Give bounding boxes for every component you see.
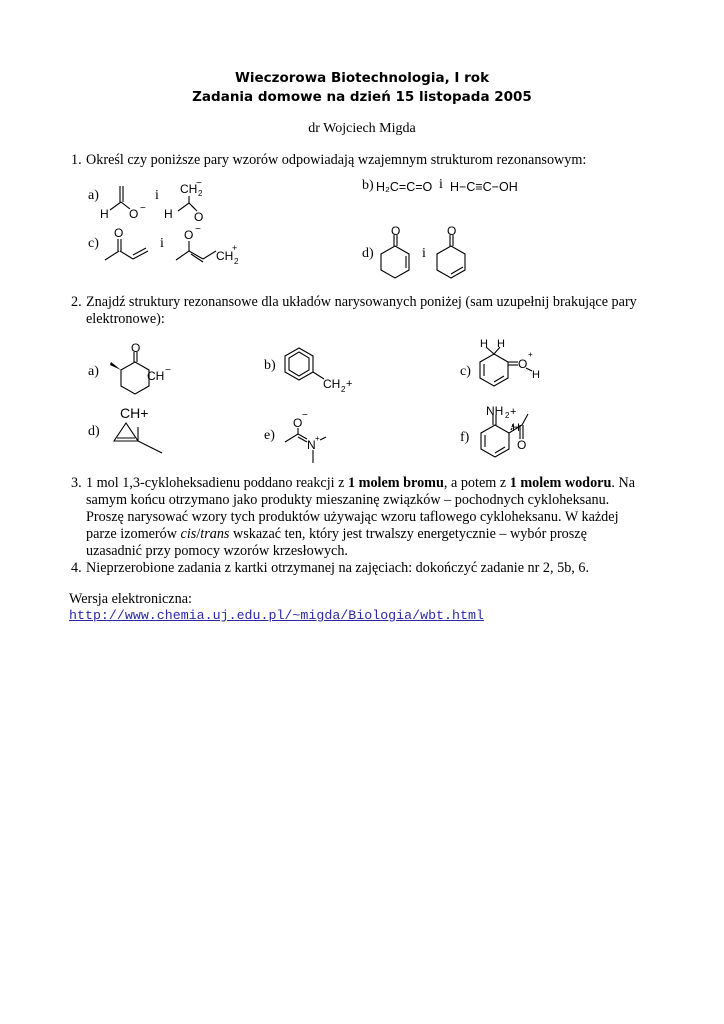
structure-1c <box>100 224 250 272</box>
q3-slash: / <box>196 526 201 542</box>
conj-1d: i <box>422 246 426 261</box>
structure-2d <box>100 420 180 460</box>
title-line-2: Zadania domowe na dzień 15 listopada 2005 <box>192 89 532 105</box>
author: dr Wojciech Migda <box>308 121 416 136</box>
charge-minus: − <box>196 178 202 189</box>
question-number: 2. <box>71 294 82 310</box>
q3-bold-bromine: 1 molem bromu <box>348 475 444 491</box>
conj-1b: i <box>439 177 443 192</box>
label-1b: b) <box>362 178 374 193</box>
structure-2b <box>278 343 368 395</box>
q3-bold-hydrogen: 1 molem wodoru <box>509 475 612 491</box>
atom-o: O <box>518 357 528 371</box>
charge-plus: + <box>232 243 238 253</box>
label-2c: c) <box>460 364 471 379</box>
q3-line-2: samym końcu otrzymano jako produkty mieszaninę związków – pochodnych cykloheksanu. <box>86 492 610 508</box>
electronic-version-link[interactable]: http://www.chemia.uj.edu.pl/~migda/Biologia/wbt.html <box>69 608 484 623</box>
question-number: 4. <box>71 560 82 576</box>
label-2a: a) <box>88 364 99 379</box>
charge-plus: + <box>510 406 517 418</box>
structure-1a <box>98 176 210 224</box>
atom-ch: CH <box>147 369 165 383</box>
atom-o: O <box>131 341 141 355</box>
atom-h: H <box>480 338 488 350</box>
question-text: Określ czy poniższe pary wzorów odpowiadają wzajemnym strukturom rezonansowym: <box>86 152 587 168</box>
label-2b: b) <box>264 358 276 373</box>
q3-line-3: Proszę narysować wzory tych produktów używając wzoru taflowego cykloheksanu. W każdej <box>86 509 619 525</box>
structure-2a <box>100 340 190 410</box>
question-text-line-2: elektronowe): <box>86 311 165 327</box>
atom-o: O <box>114 226 124 240</box>
atom-o: O <box>391 224 401 238</box>
atom-o: O <box>184 228 194 242</box>
structure-2f <box>472 404 562 468</box>
conj-1a: i <box>155 188 159 203</box>
q3-line-5: uzasadnić przy pomocy wzorów krzesłowych. <box>86 543 348 559</box>
q3-trans: trans <box>200 526 230 542</box>
label-2d: d) <box>88 424 100 439</box>
atom-o: O <box>517 438 527 452</box>
structure-2e <box>278 408 348 468</box>
question-number: 1. <box>71 152 82 168</box>
structure-2c <box>470 338 560 400</box>
atom-ch2: CH <box>323 377 341 391</box>
label-2f: f) <box>460 430 470 445</box>
formula-1b-2: H−C≡C−OH <box>450 180 518 194</box>
subscript-2: 2 <box>198 189 203 198</box>
charge-minus: − <box>140 203 146 214</box>
atom-h: H <box>164 207 173 221</box>
question-text-line-1: Znajdź struktury rezonansowe dla układów narysowanych poniżej (sam uzupełnij brakujące pary <box>86 294 637 310</box>
question-1 <box>71 152 587 169</box>
q3-line-4e: wskazać ten, który jest trwalszy energetycznie – wybór proszę <box>229 526 587 542</box>
subscript-2: 2 <box>234 257 239 266</box>
charge-minus: − <box>302 410 308 421</box>
atom-h: H <box>512 422 520 434</box>
atom-o: O <box>129 207 139 221</box>
charge-plus: + <box>315 434 320 443</box>
atom-o: O <box>447 224 457 238</box>
atom-h: H <box>100 207 109 221</box>
label-2e: e) <box>264 428 275 443</box>
atom-ch2: CH <box>216 249 234 263</box>
q3-text-a: 1 mol 1,3-cykloheksadienu poddano reakcji z <box>86 475 348 491</box>
atom-o: O <box>194 210 204 224</box>
formula-1b-1: H₂C=C=O <box>376 180 433 194</box>
charge-plus: + <box>346 378 353 390</box>
cation-label: CH+ <box>120 405 149 421</box>
electronic-version-label: Wersja elektroniczna: <box>69 591 192 607</box>
q3-text-e: . Na <box>611 475 635 491</box>
atom-h: H <box>532 369 540 381</box>
label-1a: a) <box>88 188 99 203</box>
q3-cis: cis <box>180 526 197 542</box>
charge-plus: + <box>528 350 533 359</box>
conj-1c: i <box>160 236 164 251</box>
charge-minus: − <box>165 365 171 376</box>
charge-minus: − <box>195 224 201 235</box>
atom-o: O <box>293 416 303 430</box>
q3-line-4a: parze izomerów <box>86 526 181 542</box>
atom-n: N <box>307 438 316 452</box>
question-text: Nieprzerobione zadania z kartki otrzymanej na zajęciach: dokończyć zadanie nr 2, 5b, 6. <box>86 560 590 576</box>
question-number: 3. <box>71 475 82 491</box>
subscript-2: 2 <box>341 385 346 394</box>
subscript-2: 2 <box>505 411 510 420</box>
atom-ch2: CH <box>180 182 198 196</box>
label-1c: c) <box>88 236 99 251</box>
atom-h: H <box>497 338 505 350</box>
q3-text-c: , a potem z <box>443 475 510 491</box>
title-line-1: Wieczorowa Biotechnologia, I rok <box>234 70 490 86</box>
question-4 <box>71 560 590 577</box>
label-1d: d) <box>362 246 374 261</box>
question-2 <box>71 294 637 328</box>
structure-1d <box>372 224 482 286</box>
question-3 <box>71 475 635 560</box>
atom-nh2: NH <box>486 404 504 418</box>
